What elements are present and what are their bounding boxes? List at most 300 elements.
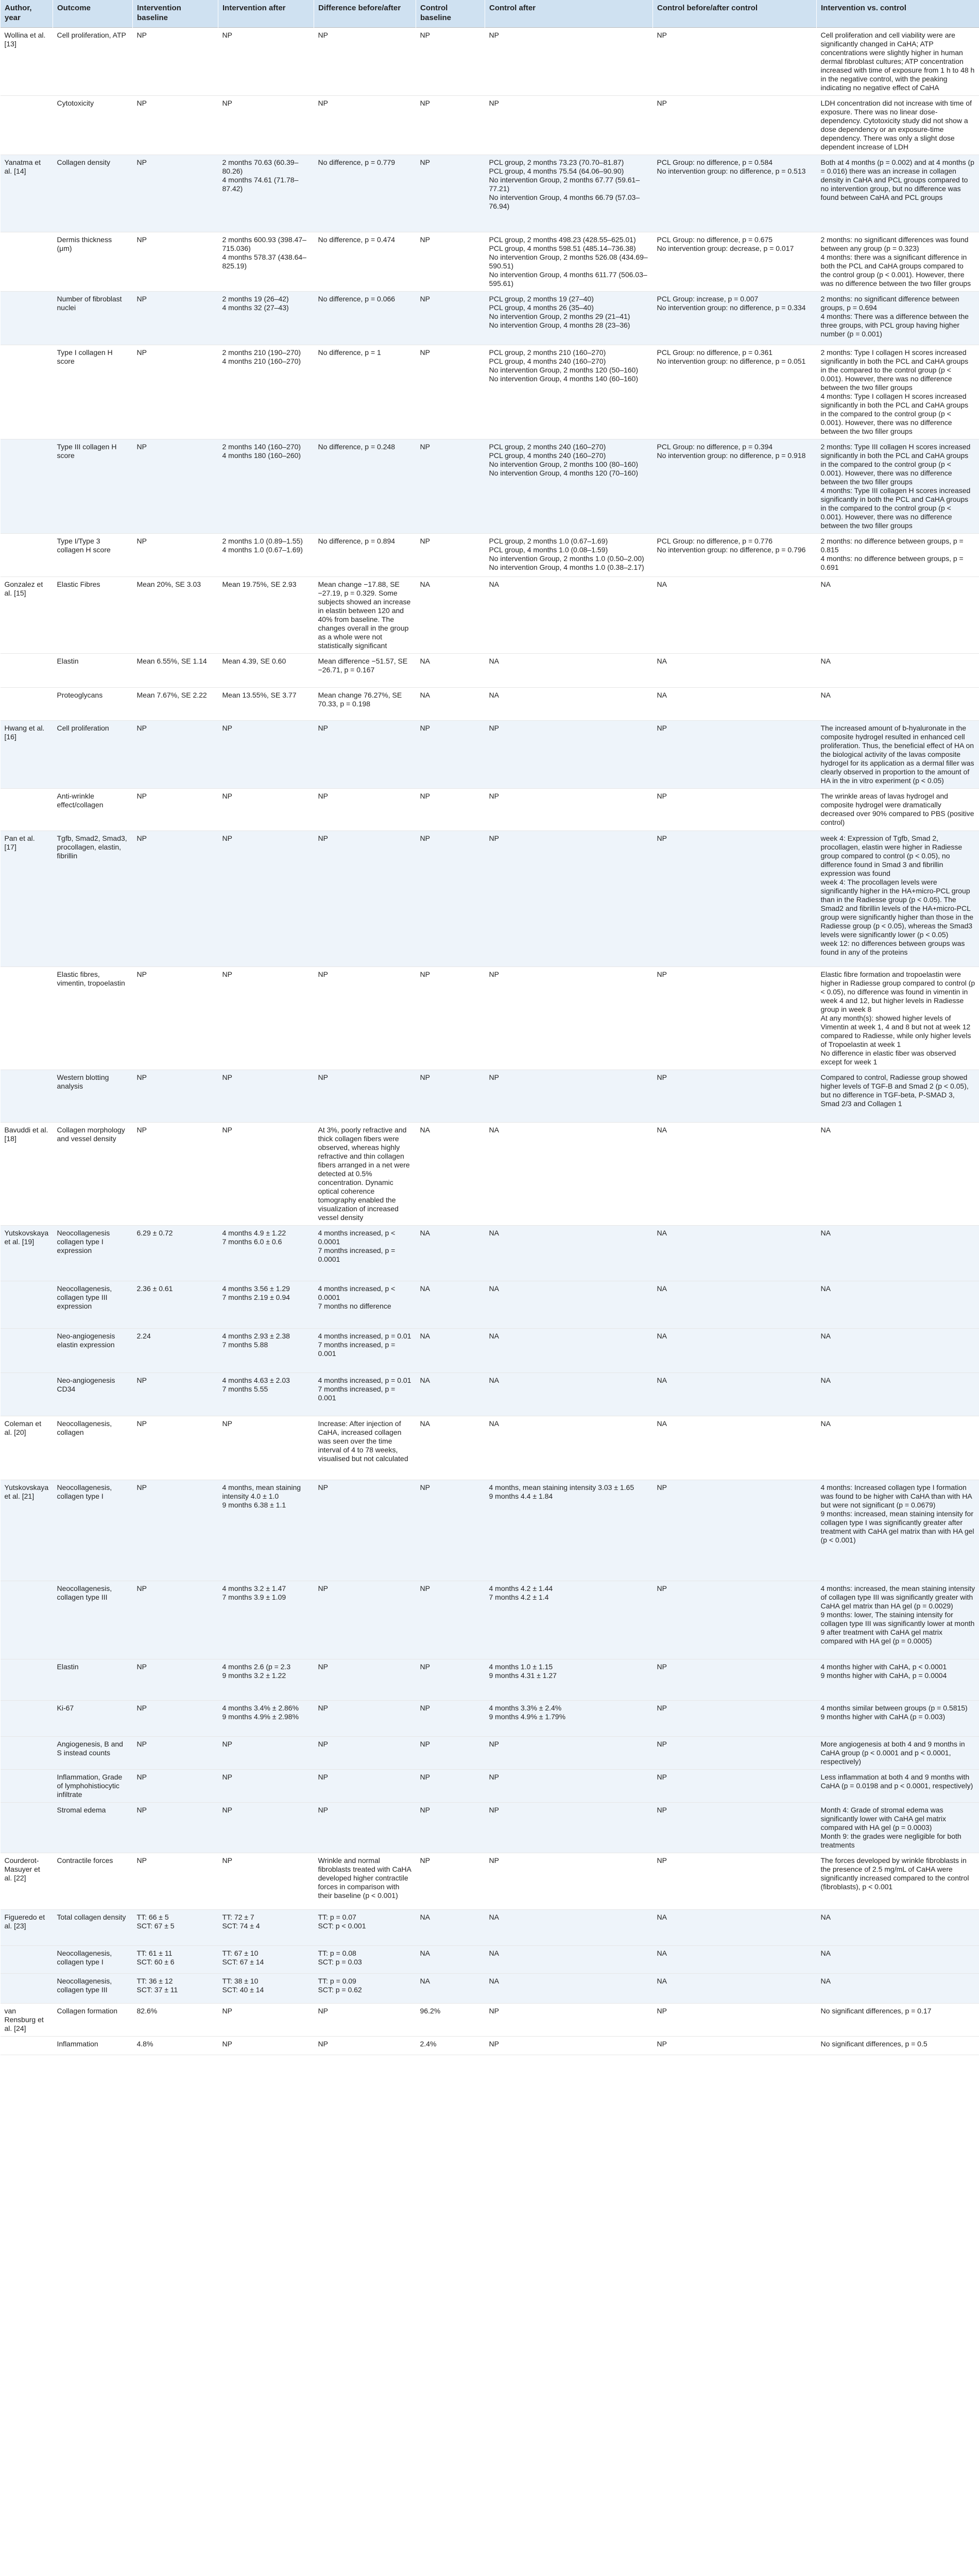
table-cell	[133, 439, 218, 534]
cell-text: NP	[318, 99, 328, 107]
cell-text: NP	[222, 1073, 232, 1081]
cell-text: van Rensburg et al. [24]	[4, 2007, 44, 2032]
cell-text: NP	[657, 31, 667, 39]
cell-text: NP	[657, 2007, 667, 2015]
table-cell	[416, 688, 485, 721]
table-cell	[817, 831, 979, 967]
table-cell	[314, 232, 416, 292]
table-cell	[1, 831, 53, 967]
table-cell	[817, 1281, 979, 1329]
cell-text: NP	[420, 1740, 430, 1748]
cell-text: NP	[489, 792, 499, 800]
cell-text: NP	[222, 1126, 232, 1134]
cell-text: Neocollagenesis collagen type I expression	[57, 1229, 110, 1255]
cell-text: PCL group, 2 months 19 (27–40) PCL group, 4 months 26 (35–40) No intervention Group, 2 months 29 (21–41) No intervention Group, 4 months 28 (23–36)	[489, 295, 630, 329]
table-cell	[218, 2037, 314, 2055]
cell-text: No significant differences, p = 0.17	[820, 2007, 932, 2015]
table-cell	[416, 789, 485, 831]
cell-text: NA	[420, 657, 430, 665]
table-cell	[1, 1329, 53, 1373]
table-cell	[1, 1659, 53, 1701]
table-cell	[416, 439, 485, 534]
table-cell	[218, 345, 314, 439]
table-cell	[653, 232, 817, 292]
cell-text: Figueredo et al. [23]	[4, 1913, 45, 1930]
cell-text: NP	[489, 1806, 499, 1814]
table-cell	[314, 439, 416, 534]
cell-text: Collagen density	[57, 158, 111, 166]
table-row	[1, 1480, 979, 1581]
cell-text: NA	[657, 1126, 667, 1134]
cell-text: TT: 66 ± 5 SCT: 67 ± 5	[136, 1913, 175, 1930]
table-cell	[53, 96, 133, 155]
table-cell	[817, 28, 979, 96]
table-cell	[485, 1803, 653, 1853]
cell-text: 4 months 2.6 (p = 2.3 9 months 3.2 ± 1.22	[222, 1663, 291, 1680]
table-cell	[416, 967, 485, 1070]
table-cell	[416, 577, 485, 654]
table-cell	[416, 1581, 485, 1659]
table-cell	[1, 2004, 53, 2037]
table-cell	[314, 654, 416, 688]
cell-text: 2 months 600.93 (398.47–715.036) 4 months 578.37 (438.64–825.19)	[222, 235, 306, 270]
table-cell	[817, 1803, 979, 1853]
table-cell	[133, 1659, 218, 1701]
cell-text: 4 months 4.63 ± 2.03 7 months 5.55	[222, 1376, 290, 1393]
cell-text: 4 months 3.3% ± 2.4% 9 months 4.9% ± 1.79%	[489, 1704, 566, 1721]
cell-text: NP	[222, 792, 232, 800]
table-cell	[314, 2037, 416, 2055]
table-cell	[314, 1770, 416, 1803]
cell-text: No difference, p = 0.894	[318, 537, 396, 545]
cell-text: NA	[489, 1977, 499, 1985]
cell-text: NA	[820, 1949, 831, 1957]
cell-text: NP	[136, 31, 147, 39]
cell-text: Ki-67	[57, 1704, 74, 1712]
cell-text: LDH concentration did not increase with time of exposure. There was no linear dose-dependency. Cytotoxicity study did not show a dose dependency or an exposure-time dependency. There was only a slight dose dependent increase of LDH	[820, 99, 972, 151]
table-cell	[416, 1329, 485, 1373]
table-cell	[416, 1803, 485, 1853]
table-cell	[485, 232, 653, 292]
table-cell	[817, 2004, 979, 2037]
table-cell	[485, 967, 653, 1070]
table-cell	[817, 688, 979, 721]
table-cell	[416, 345, 485, 439]
table-row	[1, 28, 979, 96]
table-cell	[485, 96, 653, 155]
table-row	[1, 1226, 979, 1281]
table-cell	[133, 1123, 218, 1226]
cell-text: 4 months 2.93 ± 2.38 7 months 5.88	[222, 1332, 290, 1349]
cell-text: At 3%, poorly refractive and thick collagen fibers were observed, whereas highly refractive and thin collagen fibers arranged in a net were detected at 0.5% concentration. Dynamic optical coherence tomography enabled the visualization of increased vessel density	[318, 1126, 410, 1222]
table-cell	[133, 1910, 218, 1946]
cell-text: NP	[489, 2040, 499, 2048]
table-cell	[485, 1701, 653, 1737]
table-cell	[416, 1853, 485, 1910]
table-row	[1, 1910, 979, 1946]
table-cell	[314, 1974, 416, 2004]
table-cell	[485, 439, 653, 534]
table-cell	[817, 1974, 979, 2004]
table-cell	[53, 292, 133, 345]
cell-text: NP	[318, 792, 328, 800]
table-cell	[218, 1480, 314, 1581]
table-cell	[1, 1803, 53, 1853]
table-cell	[53, 345, 133, 439]
cell-text: PCL Group: no difference, p = 0.776 No intervention group: no difference, p = 0.796	[657, 537, 806, 554]
table-row	[1, 292, 979, 345]
cell-text: NP	[657, 2040, 667, 2048]
cell-text: 2 months: no significant differences was found between any group (p = 0.323) 4 months: there was a significant difference in both the PCL and CaHA groups compared to the control group (p < 0.001). However, there was no difference between the two filler groups	[820, 235, 971, 287]
cell-text: NA	[820, 1284, 831, 1293]
cell-text: Elastic fibres, vimentin, tropoelastin	[57, 970, 125, 987]
table-cell	[218, 534, 314, 577]
table-cell	[653, 1659, 817, 1701]
header-cell: Intervention after	[218, 0, 314, 28]
table-cell	[416, 1701, 485, 1737]
table-cell	[53, 1373, 133, 1416]
cell-text: NP	[136, 1419, 147, 1428]
cell-text: 4 months increased, p = 0.01 7 months increased, p = 0.001	[318, 1332, 411, 1358]
table-cell	[653, 1226, 817, 1281]
table-cell	[218, 1416, 314, 1480]
table-row	[1, 1416, 979, 1480]
table-cell	[314, 789, 416, 831]
cell-text: NP	[420, 1073, 430, 1081]
cell-text: NA	[420, 1977, 430, 1985]
cell-text: NA	[820, 1332, 831, 1340]
table-row	[1, 1803, 979, 1853]
table-cell	[817, 232, 979, 292]
cell-text: NA	[489, 657, 499, 665]
table-cell	[653, 1737, 817, 1770]
cell-text: NP	[420, 1704, 430, 1712]
table-cell	[485, 1853, 653, 1910]
cell-text: PCL Group: no difference, p = 0.584 No intervention group: no difference, p = 0.513	[657, 158, 806, 175]
cell-text: NP	[657, 1073, 667, 1081]
table-cell	[133, 1281, 218, 1329]
cell-text: 4 months higher with CaHA, p < 0.0001 9 months higher with CaHA, p = 0.0004	[820, 1663, 947, 1680]
table-cell	[416, 1373, 485, 1416]
cell-text: NP	[136, 1856, 147, 1865]
cell-text: Neocollagenesis, collagen	[57, 1419, 112, 1436]
table-cell	[314, 1946, 416, 1974]
table-cell	[314, 1416, 416, 1480]
cell-text: PCL group, 2 months 240 (160–270) PCL group, 4 months 240 (160–270) No intervention Group, 2 months 100 (80–160) No intervention Group, 4 months 120 (70–160)	[489, 443, 639, 477]
table-cell	[485, 1480, 653, 1581]
cell-text: Pan et al. [17]	[4, 834, 35, 851]
table-cell	[485, 1659, 653, 1701]
table-cell	[314, 1070, 416, 1123]
table-cell	[53, 789, 133, 831]
table-cell	[218, 96, 314, 155]
cell-text: 96.2%	[420, 2007, 441, 2015]
cell-text: NP	[222, 1773, 232, 1781]
table-cell	[817, 439, 979, 534]
table-cell	[416, 1123, 485, 1226]
table-cell	[653, 1070, 817, 1123]
table-cell	[817, 1070, 979, 1123]
table-row	[1, 688, 979, 721]
table-cell	[314, 1281, 416, 1329]
table-cell	[314, 1226, 416, 1281]
cell-text: Total collagen density	[57, 1913, 126, 1921]
table-cell	[817, 1659, 979, 1701]
cell-text: NA	[820, 1229, 831, 1237]
table-cell	[218, 439, 314, 534]
cell-text: NA	[489, 1376, 499, 1384]
table-cell	[416, 1770, 485, 1803]
cell-text: Hwang et al. [16]	[4, 724, 45, 741]
cell-text: No difference, p = 0.248	[318, 443, 396, 451]
table-cell	[817, 721, 979, 789]
cell-text: Anti-wrinkle effect/collagen	[57, 792, 104, 809]
table-cell	[817, 1853, 979, 1910]
cell-text: NP	[222, 834, 232, 842]
cell-text: 4 months 3.4% ± 2.86% 9 months 4.9% ± 2.98%	[222, 1704, 299, 1721]
table-row	[1, 831, 979, 967]
cell-text: 2 months: Type I collagen H scores increased significantly in both the PCL and CaHA groups in the compared to the control group (p < 0.001). However, there was no difference between the two filler groups 4 months: Type I collagen H scores increased significantly in both the PCL and CaHA groups in the compared to the control group (p < 0.001). However, there was no difference between the two filler groups	[820, 348, 969, 435]
cell-text: NA	[820, 1913, 831, 1921]
table-cell	[485, 1226, 653, 1281]
table-cell	[653, 1853, 817, 1910]
cell-text: NP	[222, 2007, 232, 2015]
table-cell	[1, 1226, 53, 1281]
cell-text: Compared to control, Radiesse group showed higher levels of TGF-B and Smad 2 (p < 0.05), but no difference in TGF-beta, P-SMAD 3, Smad 2/3 and Collagen 1	[820, 1073, 969, 1108]
table-cell	[653, 831, 817, 967]
table-cell	[653, 789, 817, 831]
table-cell	[653, 2004, 817, 2037]
table-cell	[817, 2037, 979, 2055]
cell-text: NP	[136, 1773, 147, 1781]
table-cell	[53, 1910, 133, 1946]
table-cell	[133, 232, 218, 292]
cell-text: NP	[657, 724, 667, 732]
table-cell	[1, 292, 53, 345]
table-cell	[314, 96, 416, 155]
cell-text: NA	[420, 1949, 430, 1957]
table-cell	[218, 577, 314, 654]
table-cell	[133, 1803, 218, 1853]
cell-text: 2 months: no difference between groups, p = 0.815 4 months: no difference between groups, p = 0.691	[820, 537, 964, 571]
table-cell	[218, 1226, 314, 1281]
table-cell	[314, 967, 416, 1070]
table-cell	[1, 789, 53, 831]
table-cell	[314, 1329, 416, 1373]
cell-text: NP	[318, 1773, 328, 1781]
table-cell	[53, 654, 133, 688]
cell-text: 4 months 4.9 ± 1.22 7 months 6.0 ± 0.6	[222, 1229, 286, 1246]
table-cell	[133, 1974, 218, 2004]
table-cell	[653, 721, 817, 789]
cell-text: NP	[420, 443, 430, 451]
table-cell	[218, 1659, 314, 1701]
table-cell	[416, 1974, 485, 2004]
cell-text: No difference, p = 0.474	[318, 235, 396, 244]
table-cell	[133, 1416, 218, 1480]
table-cell	[53, 967, 133, 1070]
table-row	[1, 1946, 979, 1974]
table-cell	[53, 1803, 133, 1853]
header-cell: Control after	[485, 0, 653, 28]
table-cell	[314, 1581, 416, 1659]
table-cell	[416, 232, 485, 292]
cell-text: NA	[657, 1229, 667, 1237]
table-cell	[653, 1329, 817, 1373]
cell-text: Yutskovskaya et al. [19]	[4, 1229, 49, 1246]
cell-text: 2 months 19 (26–42) 4 months 32 (27–43)	[222, 295, 289, 312]
cell-text: NP	[420, 1856, 430, 1865]
table-cell	[485, 2037, 653, 2055]
cell-text: Courderot-Masuyer et al. [22]	[4, 1856, 40, 1882]
table-cell	[314, 155, 416, 232]
table-cell	[653, 1581, 817, 1659]
table-cell	[416, 96, 485, 155]
table-cell	[817, 1373, 979, 1416]
table-cell	[314, 2004, 416, 2037]
header-cell: Intervention vs. control	[817, 0, 979, 28]
table-cell	[53, 1946, 133, 1974]
table-cell	[1, 1581, 53, 1659]
cell-text: NP	[489, 970, 499, 978]
table-cell	[485, 831, 653, 967]
cell-text: More angiogenesis at both 4 and 9 months in CaHA group (p < 0.0001 and p < 0.0001, respectively)	[820, 1740, 965, 1766]
table-cell	[1, 1946, 53, 1974]
table-cell	[314, 1853, 416, 1910]
cell-text: Gonzalez et al. [15]	[4, 580, 43, 597]
table-cell	[314, 1803, 416, 1853]
table-cell	[416, 654, 485, 688]
table-cell	[485, 534, 653, 577]
cell-text: NA	[820, 1376, 831, 1384]
cell-text: Neo-angiogenesis elastin expression	[57, 1332, 115, 1349]
table-cell	[485, 1737, 653, 1770]
cell-text: NP	[136, 1806, 147, 1814]
table-cell	[314, 1737, 416, 1770]
table-cell	[53, 1281, 133, 1329]
table-row	[1, 1659, 979, 1701]
cell-text: NP	[222, 724, 232, 732]
table-cell	[653, 688, 817, 721]
cell-text: NP	[222, 99, 232, 107]
table-cell	[416, 1737, 485, 1770]
cell-text: NP	[222, 1419, 232, 1428]
cell-text: Mean 4.39, SE 0.60	[222, 657, 286, 665]
cell-text: Inflammation	[57, 2040, 98, 2048]
cell-text: NA	[420, 1376, 430, 1384]
table-cell	[817, 1701, 979, 1737]
table-cell	[416, 1659, 485, 1701]
cell-text: NA	[657, 1376, 667, 1384]
cell-text: PCL group, 2 months 1.0 (0.67–1.69) PCL group, 4 months 1.0 (0.08–1.59) No intervention Group, 2 months 1.0 (0.50–2.00) No intervention Group, 4 months 1.0 (0.38–2.17)	[489, 537, 644, 571]
cell-text: Elastin	[57, 657, 79, 665]
cell-text: NA	[657, 1284, 667, 1293]
header-cell: Author, year	[1, 0, 53, 28]
table-cell	[1, 1974, 53, 2004]
cell-text: NP	[136, 348, 147, 357]
cell-text: NP	[657, 1740, 667, 1748]
table-cell	[314, 292, 416, 345]
cell-text: The forces developed by wrinkle fibroblasts in the presence of 2.5 mg/mL of CaHA were significantly increased compared to the control (fibroblasts), p < 0.001	[820, 1856, 969, 1891]
cell-text: NP	[489, 31, 499, 39]
cell-text: Month 4: Grade of stromal edema was significantly lower with CaHA gel matrix compared with HA gel (p = 0.0003) Month 9: the grades were negligible for both treatments	[820, 1806, 961, 1849]
cell-text: NP	[136, 1126, 147, 1134]
cell-text: TT: 67 ± 10 SCT: 67 ± 14	[222, 1949, 264, 1966]
table-cell	[817, 789, 979, 831]
cell-text: PCL group, 2 months 498.23 (428.55–625.01) PCL group, 4 months 598.51 (485.14–736.38) No intervention Group, 2 months 526.08 (434.69–590.51) No intervention Group, 4 months 611.77 (506.03–595.61)	[489, 235, 648, 287]
cell-text: 4 months, mean staining intensity 3.03 ± 1.65 9 months 4.4 ± 1.84	[489, 1483, 634, 1500]
cell-text: Elastic Fibres	[57, 580, 100, 588]
table-cell	[416, 721, 485, 789]
cell-text: NP	[420, 834, 430, 842]
cell-text: NA	[657, 580, 667, 588]
table-cell	[485, 345, 653, 439]
table-cell	[53, 721, 133, 789]
cell-text: NP	[318, 1740, 328, 1748]
cell-text: NP	[489, 1073, 499, 1081]
table-cell	[1, 439, 53, 534]
cell-text: NA	[420, 1126, 430, 1134]
table-cell	[653, 96, 817, 155]
cell-text: Mean change −17.88, SE −27.19, p = 0.329. Some subjects showed an increase in elastin between 120 and 40% from baseline. The changes overall in the group as a whole were not statistically significant	[318, 580, 411, 650]
cell-text: Cytotoxicity	[57, 99, 94, 107]
table-cell	[133, 1946, 218, 1974]
cell-text: Elastic fibre formation and tropoelastin were higher in Radiesse group compared to control (p < 0.05), no difference was found in vimentin in week 4 and 12, but higher levels in Radiesse group in week 8 At any month(s): showed higher levels of Vimentin at week 1, 4 and 8 but not at week 12 compared to Radiesse, while only higher levels of Tropoelastin at week 1 No difference in elastic fiber was observed except for week 1	[820, 970, 975, 1066]
cell-text: NP	[420, 792, 430, 800]
table-cell	[133, 1329, 218, 1373]
cell-text: NP	[318, 1483, 328, 1492]
cell-text: NA	[420, 691, 430, 699]
header-cell: Control before/after control	[653, 0, 817, 28]
table-cell	[485, 1974, 653, 2004]
cell-text: 4 months increased, p = 0.01 7 months increased, p = 0.001	[318, 1376, 411, 1402]
cell-text: NP	[318, 31, 328, 39]
table-cell	[485, 1123, 653, 1226]
table-cell	[653, 345, 817, 439]
table-cell	[218, 1974, 314, 2004]
cell-text: Wrinkle and normal fibroblasts treated with CaHA developed higher contractile forces in comparison with their baseline (p < 0.001)	[318, 1856, 411, 1900]
cell-text: NP	[489, 1773, 499, 1781]
table-cell	[817, 292, 979, 345]
table-row	[1, 345, 979, 439]
table-cell	[817, 577, 979, 654]
table-cell	[133, 1480, 218, 1581]
cell-text: Bavuddi et al. [18]	[4, 1126, 48, 1143]
table-cell	[53, 155, 133, 232]
table-row	[1, 1123, 979, 1226]
table-cell	[1, 1373, 53, 1416]
table-row	[1, 1770, 979, 1803]
cell-text: NP	[657, 1806, 667, 1814]
table-cell	[1, 1910, 53, 1946]
cell-text: NP	[136, 724, 147, 732]
cell-text: Wollina et al. [13]	[4, 31, 46, 48]
table-cell	[218, 688, 314, 721]
cell-text: NA	[820, 691, 831, 699]
cell-text: NP	[657, 1584, 667, 1592]
table-cell	[218, 1803, 314, 1853]
table-cell	[416, 831, 485, 967]
cell-text: NA	[657, 691, 667, 699]
cell-text: No difference, p = 1	[318, 348, 381, 357]
cell-text: Type I collagen H score	[57, 348, 113, 365]
cell-text: NP	[222, 1740, 232, 1748]
cell-text: Mean 13.55%, SE 3.77	[222, 691, 297, 699]
cell-text: NP	[136, 295, 147, 303]
table-cell	[1, 232, 53, 292]
cell-text: Both at 4 months (p = 0.002) and at 4 months (p = 0.016) there was an increase in collagen density in CaHA and PCL groups compared to no intervention group, but no difference was found between CaHA and PCL groups	[820, 158, 974, 201]
cell-text: TT: p = 0.09 SCT: p = 0.62	[318, 1977, 362, 1994]
